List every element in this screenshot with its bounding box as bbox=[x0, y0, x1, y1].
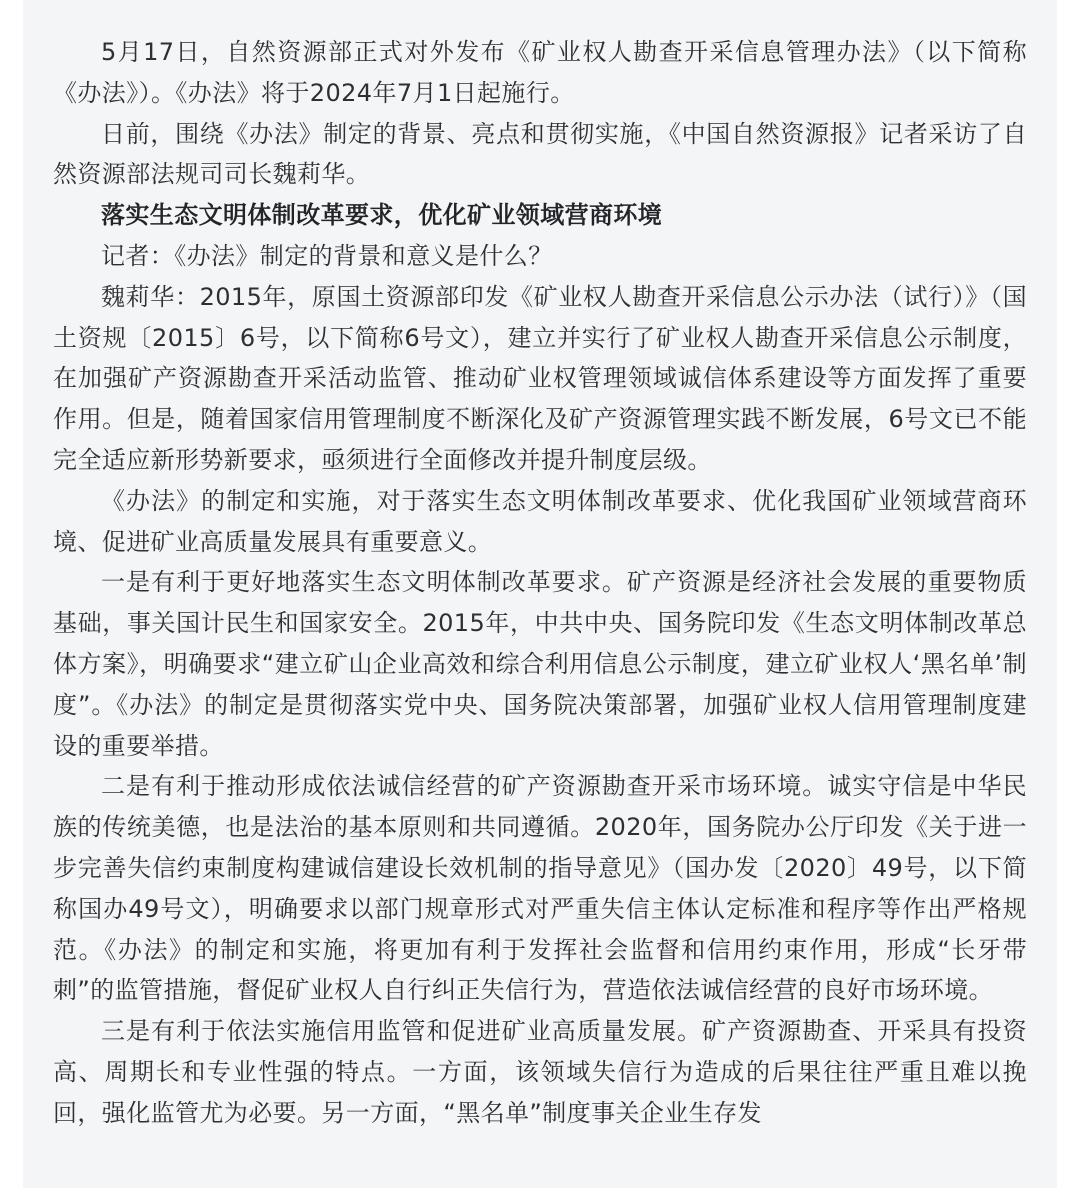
answer-paragraph-3: 一是有利于更好地落实生态文明体制改革要求。矿产资源是经济社会发展的重要物质基础，事关国计民生和国家安全。2015年，中共中央、国务院印发《生态文明体制改革总体方案》，明确要求“建立矿山企业高效和综合利用信息公示制度，建立矿业权人‘黑名单’制度”。《办法》的制定是贯彻落实党中央、国务院决策部署，加强矿业权人信用管理制度建设的重要举措。 bbox=[53, 568, 1027, 760]
article-body bbox=[53, 32, 1027, 1134]
section-heading: 落实生态文明体制改革要求，优化矿业领域营商环境 bbox=[101, 201, 663, 230]
reporter-question: 记者：《办法》制定的背景和意义是什么？ bbox=[101, 241, 553, 270]
article-panel bbox=[23, 0, 1057, 1188]
intro-paragraph-1: 5月17日，自然资源部正式对外发布《矿业权人勘查开采信息管理办法》（以下简称《办法》）。《办法》将于2024年7月1日起施行。 bbox=[53, 38, 1027, 107]
answer-paragraph-1: 魏莉华：2015年，原国土资源部印发《矿业权人勘查开采信息公示办法（试行）》（国土资规〔2015〕6号，以下简称6号文），建立并实行了矿业权人勘查开采信息公示制度，在加强矿产资源勘查开采活动监管、推动矿业权管理领域诚信体系建设等方面发挥了重要作用。但是，随着国家信用管理制度不断深化及矿产资源管理实践不断发展，6号文已不能完全适应新形势新要求，亟须进行全面修改并提升制度层级。 bbox=[53, 282, 1027, 474]
answer-paragraph-4: 二是有利于推动形成依法诚信经营的矿产资源勘查开采市场环境。诚实守信是中华民族的传统美德，也是法治的基本原则和共同遵循。2020年，国务院办公厅印发《关于进一步完善失信约束制度构建诚信建设长效机制的指导意见》（国办发〔2020〕49号，以下简称国办49号文），明确要求以部门规章形式对严重失信主体认定标准和程序等作出严格规范。《办法》的制定和实施，将更加有利于发挥社会监督和信用约束作用，形成“长牙带刺”的监管措施，督促矿业权人自行纠正失信行为，营造依法诚信经营的良好市场环境。 bbox=[53, 772, 1027, 1005]
answer-paragraph-5: 三是有利于依法实施信用监管和促进矿业高质量发展。矿产资源勘查、开采具有投资高、周期长和专业性强的特点。一方面，该领域失信行为造成的后果往往严重且难以挽回，强化监管尤为必要。另一方面，“黑名单”制度事关企业生存发 bbox=[53, 1017, 1027, 1127]
intro-paragraph-2: 日前，围绕《办法》制定的背景、亮点和贯彻实施，《中国自然资源报》记者采访了自然资源部法规司司长魏莉华。 bbox=[53, 119, 1027, 189]
answer-paragraph-2: 《办法》的制定和实施，对于落实生态文明体制改革要求、优化我国矿业领域营商环境、促进矿业高质量发展具有重要意义。 bbox=[53, 486, 1027, 556]
